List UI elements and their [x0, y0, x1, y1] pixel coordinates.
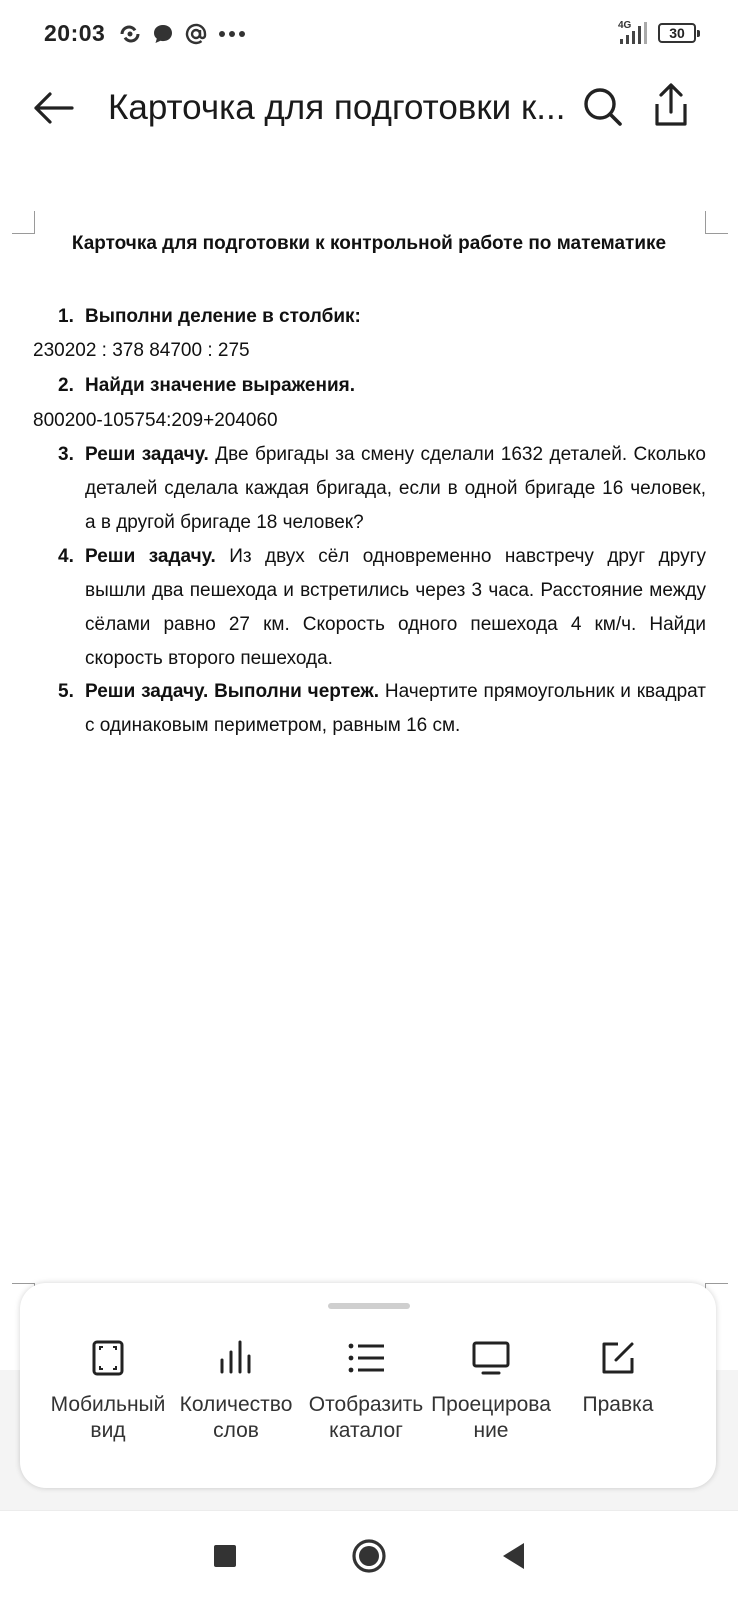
task-line: 230202 : 378 84700 : 275 [33, 340, 250, 361]
share-button[interactable] [648, 80, 694, 130]
task-text: Две бригады за смену сделали 1632 деталей. Сколько деталей сделала каждая бригада, если в одной бригаде 16 человек, а в другой бригаде 18 человек? [85, 444, 706, 533]
tool-label: Количество [179, 1393, 293, 1416]
system-status [614, 20, 696, 46]
task-title: Реши задачу. [85, 546, 216, 567]
tool-label: Отобразить [308, 1393, 424, 1416]
page-corner-mark [12, 211, 35, 234]
list-item [85, 675, 706, 743]
document-heading: Карточка для подготовки к контрольной работе по математике [71, 233, 667, 254]
shazam-notification-icon [118, 23, 142, 45]
word-count-button[interactable] [170, 1338, 302, 1444]
sheet-drag-handle[interactable] [328, 1303, 410, 1309]
chat-notification-icon [152, 23, 174, 45]
back-nav-button[interactable] [490, 1531, 540, 1581]
arrow-left-icon [28, 86, 78, 130]
battery-indicator: 30 [658, 23, 696, 43]
list-item [85, 369, 705, 403]
list-number: 4. [58, 546, 74, 567]
system-navigation-bar [0, 1510, 738, 1600]
list-number: 3. [58, 444, 74, 465]
share-icon [648, 80, 694, 130]
list-item [85, 540, 706, 676]
more-notifications-icon [218, 30, 246, 38]
back-button[interactable] [28, 86, 78, 130]
list-item [85, 300, 705, 334]
edit-button[interactable] [552, 1338, 684, 1418]
tool-label: ние [473, 1419, 509, 1442]
list-number: 2. [58, 375, 74, 396]
notification-icons [118, 22, 246, 46]
projection-button[interactable] [425, 1338, 557, 1444]
tool-label: вид [90, 1419, 126, 1442]
network-type: 4G [618, 20, 632, 31]
status-time: 20:03 [44, 20, 106, 46]
app-bar [0, 70, 738, 146]
task-text: Из двух сёл одновременно навстречу друг другу вышли два пешехода и встретились через 3 часа. Расстояние между сёлами равно 27 км. Скорость одного пешехода 4 км/ч. Найди скорость второго пешехода. [85, 546, 706, 669]
task-title: Выполни деление в столбик: [85, 306, 361, 327]
mobile-view-icon [88, 1338, 128, 1378]
triangle-back-icon [490, 1531, 540, 1581]
recents-button[interactable] [200, 1531, 250, 1581]
task-text: Начертите прямоугольник и квадрат с одинаковым периметром, равным 16 см. [85, 681, 706, 736]
tool-label: Правка [582, 1393, 654, 1416]
mobile-view-button[interactable] [42, 1338, 174, 1444]
search-icon [580, 84, 626, 130]
signal-icon [614, 20, 648, 46]
document-title: Карточка для подготовки к... [108, 88, 566, 127]
edit-icon [598, 1338, 638, 1378]
list-number: 5. [58, 681, 74, 702]
circle-icon [344, 1531, 394, 1581]
list-icon [346, 1338, 386, 1378]
tool-label: слов [213, 1419, 259, 1442]
tool-label: Мобильный [50, 1393, 166, 1416]
task-line: 800200-105754:209+204060 [33, 410, 278, 431]
task-title: Реши задачу. [85, 444, 209, 465]
page-corner-mark [705, 211, 728, 234]
status-bar [0, 0, 738, 70]
at-sign-icon [184, 22, 208, 46]
list-item [85, 438, 706, 540]
bar-chart-icon [216, 1338, 256, 1378]
toolbar [20, 1338, 716, 1478]
bottom-sheet [20, 1283, 716, 1488]
search-button[interactable] [580, 84, 626, 130]
tool-label: каталог [329, 1419, 403, 1442]
tool-label: Проецирова [431, 1393, 551, 1416]
task-title: Найди значение выражения. [85, 375, 355, 396]
task-title: Реши задачу. Выполни чертеж. [85, 681, 380, 702]
list-number: 1. [58, 306, 74, 327]
home-button[interactable] [344, 1531, 394, 1581]
square-icon [200, 1531, 250, 1581]
monitor-icon [471, 1338, 511, 1378]
show-catalog-button[interactable] [300, 1338, 432, 1444]
